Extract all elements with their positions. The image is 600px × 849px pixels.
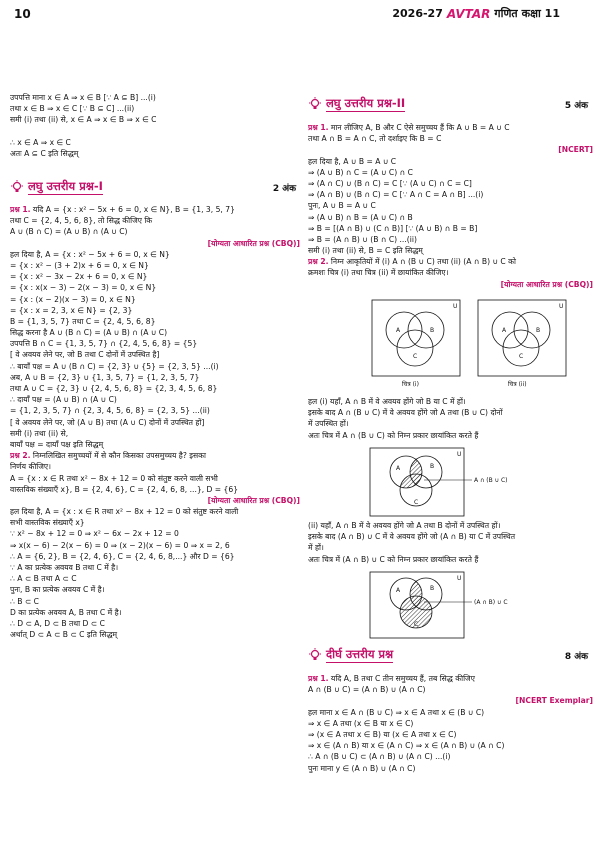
brand-logo: AVTAR [446, 6, 491, 21]
text-line: पुनः, A ∪ B = A ∪ C [308, 201, 376, 211]
solution-line: हल दिया है, A = {x : x² − 5x + 6 = 0, x ∈ N} [10, 249, 170, 259]
text-line: इसके बाद (A ∩ B) ∪ C में वे अवयव होंगे जो (A ∩ B) या C में उपस्थित [308, 532, 516, 542]
text-line: = {x : x(x − 3) − 2(x − 3) = 0, x ∈ N} [10, 283, 157, 293]
text-line: ⇒ B = (A ∩ B) ∪ (B ∩ C) ...(ii) [308, 234, 417, 244]
cbq-tag: [योग्यता आधारित प्रश्न (CBQ)] [500, 279, 593, 289]
question-number: प्रश्न 2. [308, 257, 329, 267]
right-bottom-block [308, 673, 593, 774]
section-title [308, 96, 405, 112]
venn-figure-2 [478, 300, 566, 388]
left-main-block [10, 204, 300, 640]
text-line: में हों। [308, 543, 324, 553]
text-line: तथा C = {2, 4, 5, 6, 8}, तो सिद्ध कीजिए कि [10, 216, 153, 226]
venn-label-b: B [430, 327, 435, 334]
text-line: अतः चित्र में (A ∩ B) ∪ C को निम्न प्रकार छायांकित करते हैं [308, 554, 479, 564]
text-line: ⇒ B = [(A ∩ B) ∪ (C ∩ B)] [∵ (A ∪ B) ∩ B = B] [308, 223, 478, 233]
bulb-icon [308, 97, 322, 111]
page-header [0, 0, 600, 28]
section-title-text: लघु उत्तरीय प्रश्न-I [28, 179, 103, 193]
venn-label-c: C [519, 353, 524, 360]
text-line: पुनः, B का प्रत्येक अवयव C में है। [10, 585, 105, 595]
header-right [392, 6, 560, 21]
header-class: कक्षा 11 [521, 7, 560, 20]
text-line: समी (i) तथा (ii) से, x ∈ A ⇒ x ∈ B ⇒ x ∈ C [10, 115, 157, 125]
ncert-exemplar-tag: [NCERT Exemplar] [515, 696, 593, 706]
text-line: समी (i) तथा (ii) से, B = C इति सिद्धम् [308, 246, 423, 256]
venn-label-c: C [413, 353, 418, 360]
section-header-short-1 [10, 177, 296, 197]
text-line: समी (i) तथा (ii) से, [10, 428, 69, 438]
text-line: तथा x ∈ B ⇒ x ∈ C [∵ B ⊆ C] ...(ii) [10, 104, 135, 114]
shaded-region-label: A ∩ (B ∪ C) [474, 477, 508, 484]
section-marks: 5 अंक [564, 100, 588, 111]
shaded-figure-1 [368, 446, 588, 518]
venn-label-u: U [453, 303, 458, 310]
text-line: ⇒ (A ∩ B) ∪ (B ∩ C) = C [∵ A ∩ C = A ∩ B] ...(i) [308, 190, 484, 200]
solution-line: हल माना x ∈ A ∩ (B ∪ C) ⇒ x ∈ A तथा x ∈ (B ∪ C) [308, 707, 485, 717]
cbq-tag: [योग्यता आधारित प्रश्न (CBQ)] [207, 495, 300, 505]
text-line: = {x : x² − 3x − 2x + 6 = 0, x ∈ N} [10, 272, 148, 282]
text-line: = {1, 2, 3, 5, 7} ∩ {2, 3, 4, 5, 6, 8} = {2, 3, 5} ...(ii) [10, 406, 210, 416]
section-marks: 2 अंक [272, 183, 296, 194]
question-line: प्रश्न 1. यदि A, B तथा C तीन समुच्चय हैं, तब सिद्ध कीजिए [308, 674, 475, 683]
text-line: पुनः माना y ∈ (A ∩ B) ∪ (A ∩ C) [308, 763, 416, 773]
text-line: ⇒ (x ∈ A तथा x ∈ B) या (x ∈ A तथा x ∈ C) [308, 729, 457, 739]
venn-figure-1 [372, 300, 460, 388]
question-number: प्रश्न 1. [308, 674, 329, 683]
text-line: बायाँ पक्ष = दायाँ पक्ष इति सिद्धम् [10, 439, 104, 449]
venn-label-u: U [457, 451, 462, 458]
text-line: निर्णय कीजिए। [10, 462, 51, 472]
text-line: [ वे अवयव लेने पर, जो (A ∪ B) तथा (A ∪ C) दोनों में उपस्थित हों] [10, 417, 205, 427]
ncert-tag: [NCERT] [558, 145, 593, 155]
text-line: D का प्रत्येक अवयव A, B तथा C में है। [10, 607, 122, 617]
venn-label-c: C [414, 499, 419, 506]
question-line: प्रश्न 1. यदि A = {x : x² − 5x + 6 = 0, x ∈ N}, B = {1, 3, 5, 7} [10, 205, 235, 214]
text-line: ∴ B ⊂ C [10, 596, 39, 606]
text-line: अतः A ⊆ C इति सिद्धम् [10, 148, 79, 158]
text-line: में उपस्थित हों। [308, 419, 349, 429]
text-line: ∴ A = {6, 2}, B = {2, 4, 6}, C = {2, 4, 6, 8,...} और D = {6} [10, 551, 235, 561]
question-line: प्रश्न 2. निम्न आकृतियों में (i) A ∩ (B ∪ C) तथा (ii) (A ∩ B) ∪ C को [308, 257, 516, 267]
bulb-icon [308, 648, 322, 662]
text-line: ∴ A ∩ (B ∪ C) ⊂ (A ∩ B) ∪ (A ∩ C) ...(i) [308, 752, 451, 762]
text-line [10, 126, 300, 137]
venn-label-a: A [502, 327, 507, 334]
left-top-block [10, 92, 300, 159]
section-header-short-2 [308, 94, 588, 114]
section-marks: 8 अंक [564, 651, 588, 662]
text-line: ∴ बायाँ पक्ष = A ∪ (B ∩ C) = {2, 3} ∪ {5} = {2, 3, 5} ...(i) [10, 361, 219, 371]
text-line: ∴ x ∈ A ⇒ x ∈ C [10, 137, 71, 147]
figure-caption: चित्र (ii) [508, 381, 527, 388]
venn-figures [370, 298, 570, 390]
text-line: A = {x : x ∈ R तथा x² − 8x + 12 = 0 को संतुष्ट करने वाली सभी [10, 473, 218, 483]
text-line: ⇒ (A ∪ B) ∩ B = (A ∪ C) ∩ B [308, 212, 413, 222]
text-line: वास्तविक संख्याएँ x}, B = {2, 4, 6}, C = {2, 4, 6, 8, ...}, D = {6} [10, 484, 239, 494]
solution-line: हल (i) यहाँ, A ∩ B में वे अवयव होंगे जो B या C में हों। [308, 397, 466, 406]
venn-label-u: U [457, 575, 462, 582]
text-line: क्रमशः चित्र (i) तथा चित्र (ii) में छायांकित कीजिए। [308, 268, 449, 278]
section-header-long [308, 645, 588, 665]
venn-label-c: C [414, 621, 419, 628]
venn-label-b: B [430, 585, 435, 592]
right-top-block [308, 122, 593, 290]
right-mid2-block [308, 520, 593, 565]
venn-label-a: A [396, 587, 401, 594]
venn-label-u: U [559, 303, 564, 310]
question-line: प्रश्न 2. निम्नलिखित समुच्चयों में से कौन किसका उपसमुच्चय है? इसका [10, 451, 206, 461]
bulb-icon [10, 180, 24, 194]
text-line: सिद्ध करना है A ∪ (B ∩ C) = (A ∪ B) ∩ (A ∪ C) [10, 328, 168, 338]
section-title-text: दीर्घ उत्तरीय प्रश्न [326, 647, 394, 661]
question-number: प्रश्न 1. [308, 123, 329, 132]
venn-label-b: B [430, 463, 435, 470]
venn-label-a: A [396, 327, 401, 334]
text-line: तथा A ∪ C = {2, 3} ∪ {2, 4, 5, 6, 8} = {2, 3, 4, 5, 6, 8} [10, 384, 218, 393]
shaded-figure-2 [368, 570, 588, 640]
header-subject: गणित [494, 7, 518, 20]
solution-line: हल दिया है, A = {x : x ∈ R तथा x² − 8x + 12 = 0 को संतुष्ट करने वाली [10, 507, 239, 517]
text-line: तथा A ∩ B = A ∩ C, तो दर्शाइए कि B = C [308, 134, 442, 144]
section-title-text: लघु उत्तरीय प्रश्न-II [326, 96, 406, 110]
text-line: ∵ x² − 8x + 12 = 0 ⇒ x² − 6x − 2x + 12 = 0 [10, 529, 179, 539]
question-number: प्रश्न 2. [10, 451, 31, 461]
text-line: ⇒ (A ∩ C) ∪ (B ∩ C) = C [∵ (A ∪ C) ∩ C = C] [308, 178, 472, 188]
figure-caption: चित्र (i) [402, 381, 419, 388]
text-line: अर्थात् D ⊂ A ⊂ B ⊂ C इति सिद्धम् [10, 630, 118, 640]
solution-line: (ii) यहाँ, A ∩ B में वे अवयव होंगे जो A तथा B दोनों में उपस्थित हों। [308, 521, 501, 530]
venn-label-a: A [396, 465, 401, 472]
text-line: ⇒ (A ∪ B) ∩ C = (A ∪ C) ∩ C [308, 167, 413, 177]
text-line: ⇒ x(x − 6) − 2(x − 6) = 0 ⇒ (x − 2)(x − 6) = 0 ⇒ x = 2, 6 [10, 540, 230, 550]
section-title [308, 647, 393, 663]
text-line: उपपत्ति माना x ∈ A ⇒ x ∈ B [∵ A ⊆ B] ...(i) [10, 93, 156, 102]
page-number: 10 [14, 7, 31, 21]
text-line: ⇒ x ∈ (A ∩ B) या x ∈ (A ∩ C) ⇒ x ∈ (A ∩ B) ∪ (A ∩ C) [308, 741, 505, 751]
cbq-tag: [योग्यता आधारित प्रश्न (CBQ)] [207, 238, 300, 248]
text-line: B = {1, 3, 5, 7} तथा C = {2, 4, 5, 6, 8} [10, 316, 156, 326]
text-line: अब, A ∪ B = {2, 3} ∪ {1, 3, 5, 7} = {1, 2, 3, 5, 7} [10, 372, 200, 382]
venn-label-b: B [536, 327, 541, 334]
text-line: ⇒ x ∈ A तथा (x ∈ B या x ∈ C) [308, 718, 414, 728]
question-line: प्रश्न 1. मान लीजिए A, B और C ऐसे समुच्चय हैं कि A ∪ B = A ∪ C [308, 123, 510, 132]
text-line: A ∩ (B ∪ C) = (A ∩ B) ∪ (A ∩ C) [308, 685, 426, 695]
text-line: ∵ A का प्रत्येक अवयव B तथा C में है। [10, 563, 119, 572]
text-line: = {x : x² − (3 + 2)x + 6 = 0, x ∈ N} [10, 260, 149, 270]
right-mid-block [308, 396, 593, 441]
text-line: ∴ A ⊂ B तथा A ⊂ C [10, 574, 77, 584]
text-line: A ∪ (B ∩ C) = (A ∪ B) ∩ (A ∪ C) [10, 227, 128, 237]
text-line: अतः चित्र में A ∩ (B ∪ C) को निम्न प्रकार छायांकित करते हैं [308, 430, 479, 440]
text-line: ∴ D ⊂ A, D ⊂ B तथा D ⊂ C [10, 618, 105, 628]
text-line: उपपत्ति B ∩ C = {1, 3, 5, 7} ∩ {2, 4, 5, 6, 8} = {5} [10, 339, 198, 349]
shaded-region-label: (A ∩ B) ∪ C [474, 599, 508, 606]
header-year: 2026-27 [392, 7, 443, 20]
text-line: ∴ दायाँ पक्ष = (A ∪ B) ∩ (A ∪ C) [10, 395, 117, 405]
text-line: सभी वास्तविक संख्याएँ x} [10, 518, 85, 528]
text-line: = {x : (x − 2)(x − 3) = 0, x ∈ N} [10, 294, 136, 304]
text-line: = {x : x = 2, 3, x ∈ N} = {2, 3} [10, 305, 133, 315]
text-line: इसके बाद A ∩ (B ∪ C) में वे अवयव होंगे जो A तथा (B ∪ C) दोनों [308, 408, 503, 418]
solution-line: हल दिया है, A ∪ B = A ∪ C [308, 156, 397, 166]
text-line: [ वे अवयव लेने पर, जो B तथा C दोनों में उपस्थित है] [10, 350, 160, 360]
question-number: प्रश्न 1. [10, 205, 31, 214]
section-title [10, 179, 103, 195]
